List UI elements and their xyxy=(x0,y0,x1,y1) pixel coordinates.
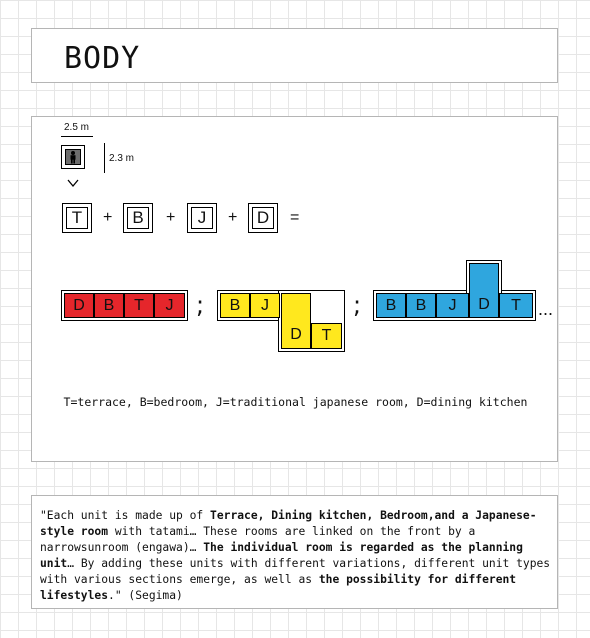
quote-panel xyxy=(31,495,558,609)
separator: ; xyxy=(196,291,205,319)
room-letter: J xyxy=(191,207,213,229)
room-letter: T xyxy=(66,207,88,229)
ellipsis: ... xyxy=(538,299,554,319)
height-label: 2.3 m xyxy=(109,153,135,164)
title-panel xyxy=(31,28,558,83)
blue-cell-t: T xyxy=(499,293,533,318)
plus-sign: + xyxy=(166,209,176,226)
width-label: 2.5 m xyxy=(64,122,90,133)
room-letter: B xyxy=(127,207,149,229)
blue-cell-j: J xyxy=(436,293,469,318)
legend-text: T=terrace, B=bedroom, J=traditional japanese room, D=dining kitchen xyxy=(63,395,528,409)
blue-cell-b: B xyxy=(406,293,436,318)
room-letter: D xyxy=(252,207,274,229)
room-j-box xyxy=(187,203,217,233)
blue-cell-d: D xyxy=(469,263,499,318)
width-dimension-line xyxy=(61,136,93,137)
yellow-cell-j: J xyxy=(250,293,280,318)
equals-sign: = xyxy=(290,209,300,226)
height-dimension-line xyxy=(104,143,105,173)
chevron-down-icon xyxy=(67,177,79,191)
yellow-cell-b: B xyxy=(220,293,250,318)
red-cell-d: D xyxy=(64,293,94,318)
separator: ; xyxy=(353,291,362,319)
room-t-box xyxy=(62,203,92,233)
room-b-box xyxy=(123,203,153,233)
person-icon xyxy=(65,149,81,165)
room-d-box xyxy=(248,203,278,233)
plus-sign: + xyxy=(103,209,113,226)
red-cell-t: T xyxy=(124,293,154,318)
body-unit-box xyxy=(61,145,85,169)
page-title: BODY xyxy=(64,41,141,76)
yellow-cell-d: D xyxy=(281,293,311,349)
plus-sign: + xyxy=(228,209,238,226)
red-cell-j: J xyxy=(154,293,185,318)
diagram-panel xyxy=(31,116,558,462)
blue-cell-b: B xyxy=(376,293,406,318)
yellow-cell-t: T xyxy=(311,323,342,349)
red-cell-b: B xyxy=(94,293,124,318)
quote-text: "Each unit is made up of Terrace, Dining kitchen, Bedroom,and a Japanese-style room with tatami… These rooms are linked on the front by a narrowsunroom (engawa)… The individual room is regarded as the planning unit… By adding these units with different variations, different unit types with various sections emerge, as well as the possibility for different lifestyles." (Segima) xyxy=(40,509,551,602)
